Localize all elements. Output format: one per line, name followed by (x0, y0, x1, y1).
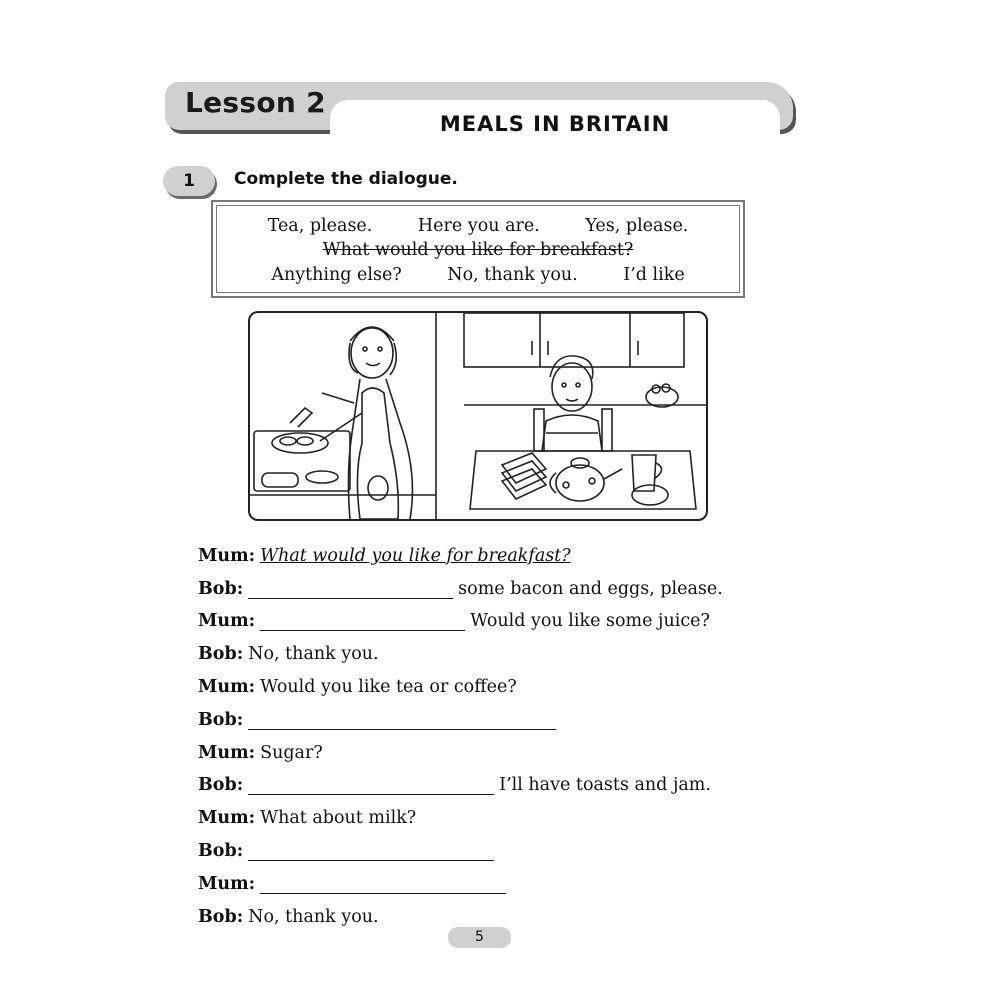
speaker-label: Bob: (198, 906, 244, 927)
dialogue-line (198, 894, 758, 927)
phrase: Yes, please. (585, 216, 689, 236)
speaker-label: Mum: (198, 808, 256, 829)
line-text: Would you like tea or coffee? (260, 676, 517, 697)
dialogue-line (198, 631, 758, 664)
page-number: 5 (448, 927, 511, 948)
speaker-label: Mum: (198, 873, 256, 894)
lesson-header (165, 82, 795, 140)
line-text: Would you like some juice? (470, 611, 710, 632)
answer-blank[interactable] (248, 580, 453, 599)
dialogue-line (198, 566, 758, 599)
line-text: some bacon and eggs, please. (458, 578, 723, 599)
phrase: Anything else? (271, 265, 402, 285)
answer-blank[interactable] (248, 776, 494, 795)
speaker-label: Mum: (198, 611, 256, 632)
dialogue-line (198, 730, 758, 763)
word-box (211, 200, 745, 298)
dialogue-line (198, 763, 758, 796)
dialogue-line (198, 795, 758, 828)
answer-blank[interactable] (248, 842, 494, 861)
dialogue (198, 533, 758, 927)
line-text: Sugar? (260, 742, 323, 763)
dialogue-line (198, 599, 758, 632)
lesson-title: MEALS IN BRITAIN (439, 112, 671, 136)
word-box-row (217, 240, 739, 260)
word-box-row (217, 265, 739, 285)
speaker-label: Bob: (198, 775, 244, 796)
answer-blank[interactable] (248, 711, 556, 730)
sample-answer: What would you like for breakfast? (260, 545, 571, 566)
speaker-label: Bob: (198, 578, 244, 599)
task-number: 1 (183, 171, 195, 191)
dialogue-line (198, 828, 758, 861)
phrase: I’d like (623, 265, 685, 285)
speaker-label: Bob: (198, 709, 244, 730)
line-text: I’ll have toasts and jam. (499, 775, 711, 796)
task-instruction: Complete the dialogue. (234, 169, 458, 189)
line-text: No, thank you. (248, 906, 379, 927)
task-number-badge (163, 166, 215, 196)
speaker-label: Bob: (198, 644, 244, 665)
breakfast-illustration (248, 311, 708, 521)
line-text: What about milk? (260, 808, 417, 829)
speaker-label: Mum: (198, 545, 256, 566)
dialogue-line (198, 697, 758, 730)
dialogue-line (198, 861, 758, 894)
word-box-row (217, 216, 739, 236)
line-text: No, thank you. (248, 644, 379, 665)
answer-blank[interactable] (260, 612, 465, 631)
speaker-label: Mum: (198, 676, 256, 697)
speaker-label: Mum: (198, 742, 256, 763)
phrase: Here you are. (417, 216, 540, 236)
lesson-label: Lesson 2 (185, 86, 326, 119)
speaker-label: Bob: (198, 840, 244, 861)
dialogue-line (198, 533, 758, 566)
crossed-out-phrase: What would you like for breakfast? (322, 240, 634, 260)
answer-blank[interactable] (260, 875, 506, 894)
phrase: No, thank you. (447, 265, 578, 285)
dialogue-line (198, 664, 758, 697)
phrase: Tea, please. (267, 216, 373, 236)
